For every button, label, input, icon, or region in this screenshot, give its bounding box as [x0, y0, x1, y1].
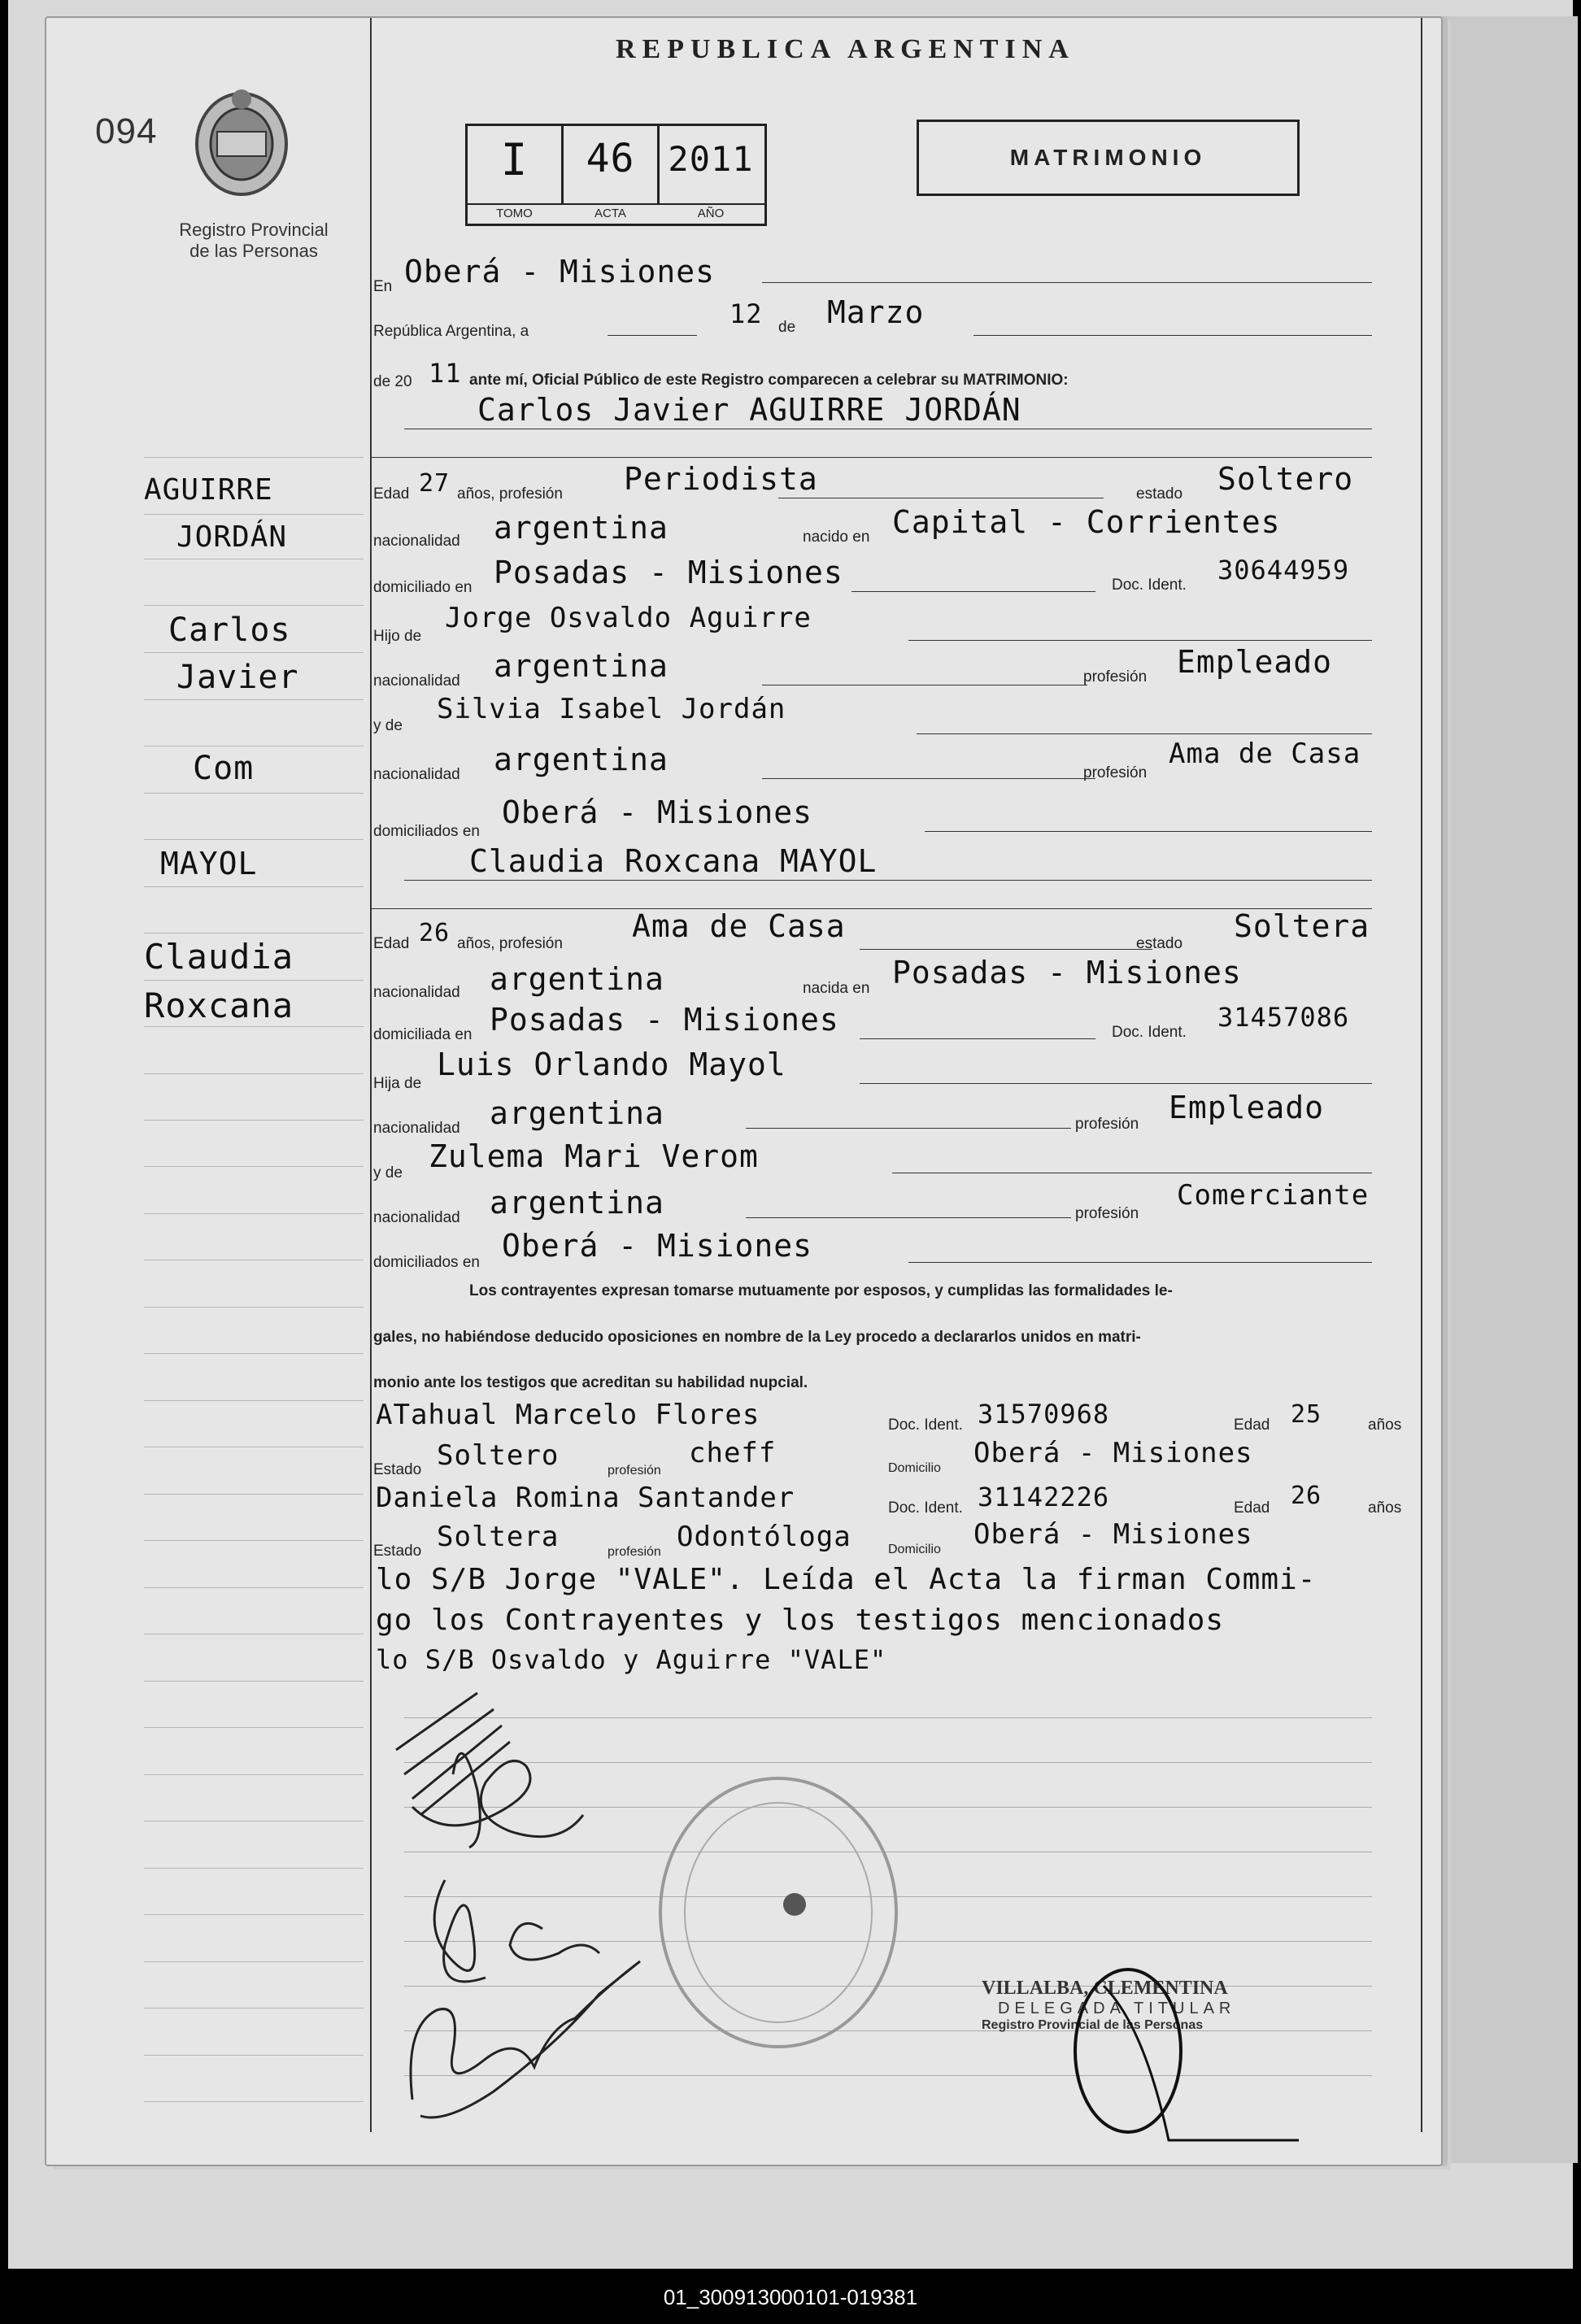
closing-line3: lo S/B Osvaldo y Aguirre "VALE" [376, 1644, 887, 1675]
bride-father-profession: Empleado [1169, 1090, 1325, 1125]
margin-rule [144, 1213, 364, 1214]
margin-rule [144, 1400, 364, 1401]
registry-name-line2: de las Personas [189, 241, 318, 261]
nac-label: nacionalidad [373, 1209, 460, 1226]
margin-rule [144, 793, 364, 794]
stamp-name: VILLALBA, CLEMENTINA [982, 1978, 1228, 1999]
intro-day: 12 [730, 298, 763, 329]
en-label: En [373, 278, 393, 295]
margin-rule [144, 1961, 364, 1962]
parents-dom-label: domiciliados en [373, 823, 480, 840]
declaration-line3: monio ante los testigos que acreditan su habilidad nupcial. [373, 1374, 808, 1391]
line [404, 880, 1372, 881]
anos-label: años [1368, 1499, 1402, 1517]
hija-label: Hija de [373, 1075, 422, 1092]
nac-label: nacionalidad [373, 672, 460, 690]
tomo-acta-anio-box [465, 124, 767, 226]
certificate-sheet [45, 16, 1443, 2166]
margin-surname2: JORDÁN [176, 520, 288, 554]
document-page [8, 0, 1573, 2309]
doc-label: Doc. Ident. [1112, 1024, 1187, 1041]
margin-given3: Claudia [144, 937, 294, 977]
bride-doc: 31457086 [1217, 1002, 1350, 1033]
witness1-estado: Soltero [437, 1439, 560, 1472]
declaration-line2: gales, no habiéndose deducido oposiciones en nombre de la Ley procedo a declararlos unidos en matri- [373, 1329, 1141, 1346]
margin-rule [144, 1307, 364, 1308]
line [908, 1262, 1372, 1263]
line [925, 831, 1372, 832]
signature-1 [380, 1677, 624, 1864]
line [917, 733, 1372, 734]
groom-father-nationality: argentina [494, 648, 669, 684]
margin-rule [144, 1166, 364, 1167]
witness2-age: 26 [1291, 1482, 1322, 1510]
doc-label: Doc. Ident. [888, 1417, 963, 1434]
anio-value: 2011 [668, 139, 754, 179]
prof-label: profesión [1075, 1116, 1139, 1133]
groom-nationality: argentina [494, 510, 669, 546]
groom-profession: Periodista [624, 461, 818, 497]
line [608, 335, 697, 336]
page-number: 094 [95, 111, 158, 151]
margin-rule [144, 1774, 364, 1775]
yde-label: y de [373, 1164, 403, 1182]
margin-rule [144, 1868, 364, 1869]
margin-con: Com [193, 750, 255, 787]
margin-rule [144, 886, 364, 887]
bride-mother: Zulema Mari Verom [429, 1138, 759, 1174]
groom-estado: Soltero [1217, 461, 1354, 497]
bride-full-name: Claudia Roxcana MAYOL [469, 843, 878, 879]
groom-doc: 30644959 [1217, 555, 1350, 585]
margin-rule [144, 1540, 364, 1541]
anos-label: años [1368, 1417, 1402, 1434]
registry-name-line1: Registro Provincial [179, 220, 329, 240]
margin-rule [144, 2055, 364, 2056]
margin-rule [144, 1914, 364, 1915]
line [973, 335, 1372, 336]
anos-label: años, profesión [457, 935, 563, 952]
bride-father-nationality: argentina [490, 1095, 664, 1131]
margin-rule [144, 1494, 364, 1495]
estado-label: Estado [373, 1543, 422, 1560]
estado-label: estado [1136, 935, 1183, 952]
prof-label: profesión [1075, 1205, 1139, 1222]
bride-father: Luis Orlando Mayol [437, 1047, 786, 1082]
margin-rule [144, 652, 364, 653]
margin-surname3: MAYOL [160, 846, 258, 881]
closing-line1: lo S/B Jorge "VALE". Leída el Acta la firman Commi- [376, 1563, 1317, 1596]
footer-id: 01_300913000101-019381 [663, 2285, 918, 2309]
signature-3 [1030, 1953, 1323, 2165]
yde-label: y de [373, 717, 403, 734]
witness1-profession: cheff [689, 1437, 777, 1469]
margin-rule [144, 1026, 364, 1027]
margin-rule [144, 1353, 364, 1354]
line [746, 1128, 1071, 1129]
line [762, 778, 1095, 779]
witness1-name: ATahual Marcelo Flores [376, 1399, 760, 1431]
column-divider [370, 18, 372, 2132]
witness1-age: 25 [1291, 1400, 1322, 1429]
groom-mother-profession: Ama de Casa [1169, 738, 1361, 770]
witness2-estado: Soltera [437, 1521, 560, 1553]
bride-profession: Ama de Casa [632, 908, 846, 944]
closing-line2: go los Contrayentes y los testigos mencionados [376, 1604, 1224, 1637]
doc-label: Doc. Ident. [888, 1499, 963, 1517]
acta-value: 46 [586, 136, 635, 181]
line [851, 591, 1095, 592]
de20-label: de 20 [373, 373, 412, 390]
groom-father-profession: Empleado [1177, 644, 1333, 680]
margin-rule [144, 1681, 364, 1682]
stamp-title: DELEGADA TITULAR [998, 2000, 1236, 2017]
dom-label: Domicilio [888, 1543, 941, 1556]
tomo-cell [468, 126, 564, 203]
witness2-name: Daniela Romina Santander [376, 1482, 795, 1514]
line [860, 949, 1152, 950]
tomo-value: I [500, 134, 529, 185]
adjacent-page [1439, 16, 1578, 2163]
edad-label: Edad [1234, 1417, 1270, 1434]
edad-label: Edad [373, 935, 410, 952]
margin-rule [144, 605, 364, 606]
acta-label: ACTA [595, 207, 626, 220]
estado-label: Estado [373, 1461, 422, 1478]
margin-rule [144, 2101, 364, 2102]
nac-label: nacionalidad [373, 766, 460, 783]
groom-parents-domicile: Oberá - Misiones [502, 794, 813, 830]
margin-rule [144, 1120, 364, 1121]
witness2-domicile: Oberá - Misiones [973, 1518, 1253, 1551]
republica-label: República Argentina, a [373, 323, 529, 340]
margin-given1: Carlos [168, 611, 291, 649]
intro-year-suffix: 11 [429, 358, 462, 389]
margin-rule [144, 1587, 364, 1588]
nac-label: nacionalidad [373, 533, 460, 550]
country-title: REPUBLICA ARGENTINA [616, 34, 1075, 64]
intro-month: Marzo [827, 294, 925, 330]
bride-mother-profession: Comerciante [1177, 1179, 1370, 1212]
margin-given2: Javier [176, 659, 299, 696]
record-type-box [917, 120, 1300, 196]
nacida-label: nacida en [803, 980, 870, 997]
witness2-profession: Odontóloga [677, 1521, 851, 1553]
tomo-label: TOMO [496, 207, 533, 220]
groom-domicile: Posadas - Misiones [494, 555, 843, 590]
line [746, 1217, 1071, 1218]
margin-rule [144, 1073, 364, 1074]
edad-label: Edad [1234, 1499, 1270, 1517]
line [908, 640, 1372, 641]
groom-birthplace: Capital - Corrientes [892, 504, 1281, 540]
nac-label: nacionalidad [373, 1120, 460, 1137]
bride-parents-domicile: Oberá - Misiones [502, 1228, 813, 1264]
margin-rule [144, 514, 364, 515]
de-label: de [778, 319, 796, 336]
estado-label: estado [1136, 485, 1183, 503]
anio-label: AÑO [697, 207, 725, 220]
line [372, 457, 1372, 458]
margin-rule [144, 1727, 364, 1728]
dom-label: Domicilio [888, 1461, 941, 1475]
ante-text: ante mí, Oficial Público de este Registro comparecen a celebrar su MATRIMONIO: [469, 372, 1069, 389]
prof-label: profesión [1083, 668, 1148, 685]
bride-age: 26 [419, 919, 451, 947]
nac-label: nacionalidad [373, 984, 460, 1001]
witness1-doc: 31570968 [978, 1399, 1110, 1430]
groom-age: 27 [419, 469, 451, 498]
hijo-label: Hijo de [373, 628, 422, 645]
stamp-org: Registro Provincial de las Personas [982, 2018, 1204, 2032]
line [860, 1083, 1372, 1084]
acta-cell [564, 126, 660, 203]
record-type: MATRIMONIO [1009, 145, 1207, 170]
signature-2 [396, 1864, 673, 2140]
prof-label: profesión [608, 1464, 661, 1478]
bride-domicile: Posadas - Misiones [490, 1002, 839, 1038]
margin-column [46, 18, 372, 2165]
registry-seal-icon [185, 75, 298, 213]
line [860, 1038, 1095, 1039]
dom-label: domiciliado en [373, 579, 473, 596]
bride-estado: Soltera [1234, 908, 1370, 944]
official-seal-icon [648, 1766, 908, 2059]
dom-label: domiciliada en [373, 1026, 473, 1043]
declaration-line1: Los contrayentes expresan tomarse mutuamente por esposos, y cumplidas las formalidades le- [469, 1282, 1173, 1299]
prof-label: profesión [608, 1545, 661, 1559]
groom-father: Jorge Osvaldo Aguirre [445, 602, 812, 634]
margin-given4: Roxcana [144, 986, 294, 1025]
margin-surname1: AGUIRRE [144, 473, 273, 507]
margin-rule [144, 457, 364, 458]
parents-dom-label: domiciliados en [373, 1254, 480, 1271]
line [372, 908, 1372, 909]
margin-rule [144, 980, 364, 981]
bride-birthplace: Posadas - Misiones [892, 955, 1242, 990]
nacido-label: nacido en [803, 529, 870, 546]
witness1-domicile: Oberá - Misiones [973, 1437, 1253, 1469]
edad-label: Edad [373, 485, 410, 503]
witness2-doc: 31142226 [978, 1482, 1110, 1512]
margin-rule [144, 839, 364, 840]
margin-rule [144, 933, 364, 934]
doc-label: Doc. Ident. [1112, 577, 1187, 594]
groom-mother: Silvia Isabel Jordán [437, 693, 786, 725]
anos-label: años, profesión [457, 485, 563, 503]
margin-rule [144, 699, 364, 700]
intro-place: Oberá - Misiones [404, 254, 716, 289]
groom-full-name: Carlos Javier AGUIRRE JORDÁN [477, 392, 1021, 428]
groom-mother-nationality: argentina [494, 742, 669, 777]
line [762, 282, 1372, 283]
right-border [1421, 18, 1422, 2132]
prof-label: profesión [1083, 764, 1148, 781]
anio-cell [660, 126, 762, 203]
bride-mother-nationality: argentina [490, 1185, 664, 1221]
bride-nationality: argentina [490, 961, 664, 997]
